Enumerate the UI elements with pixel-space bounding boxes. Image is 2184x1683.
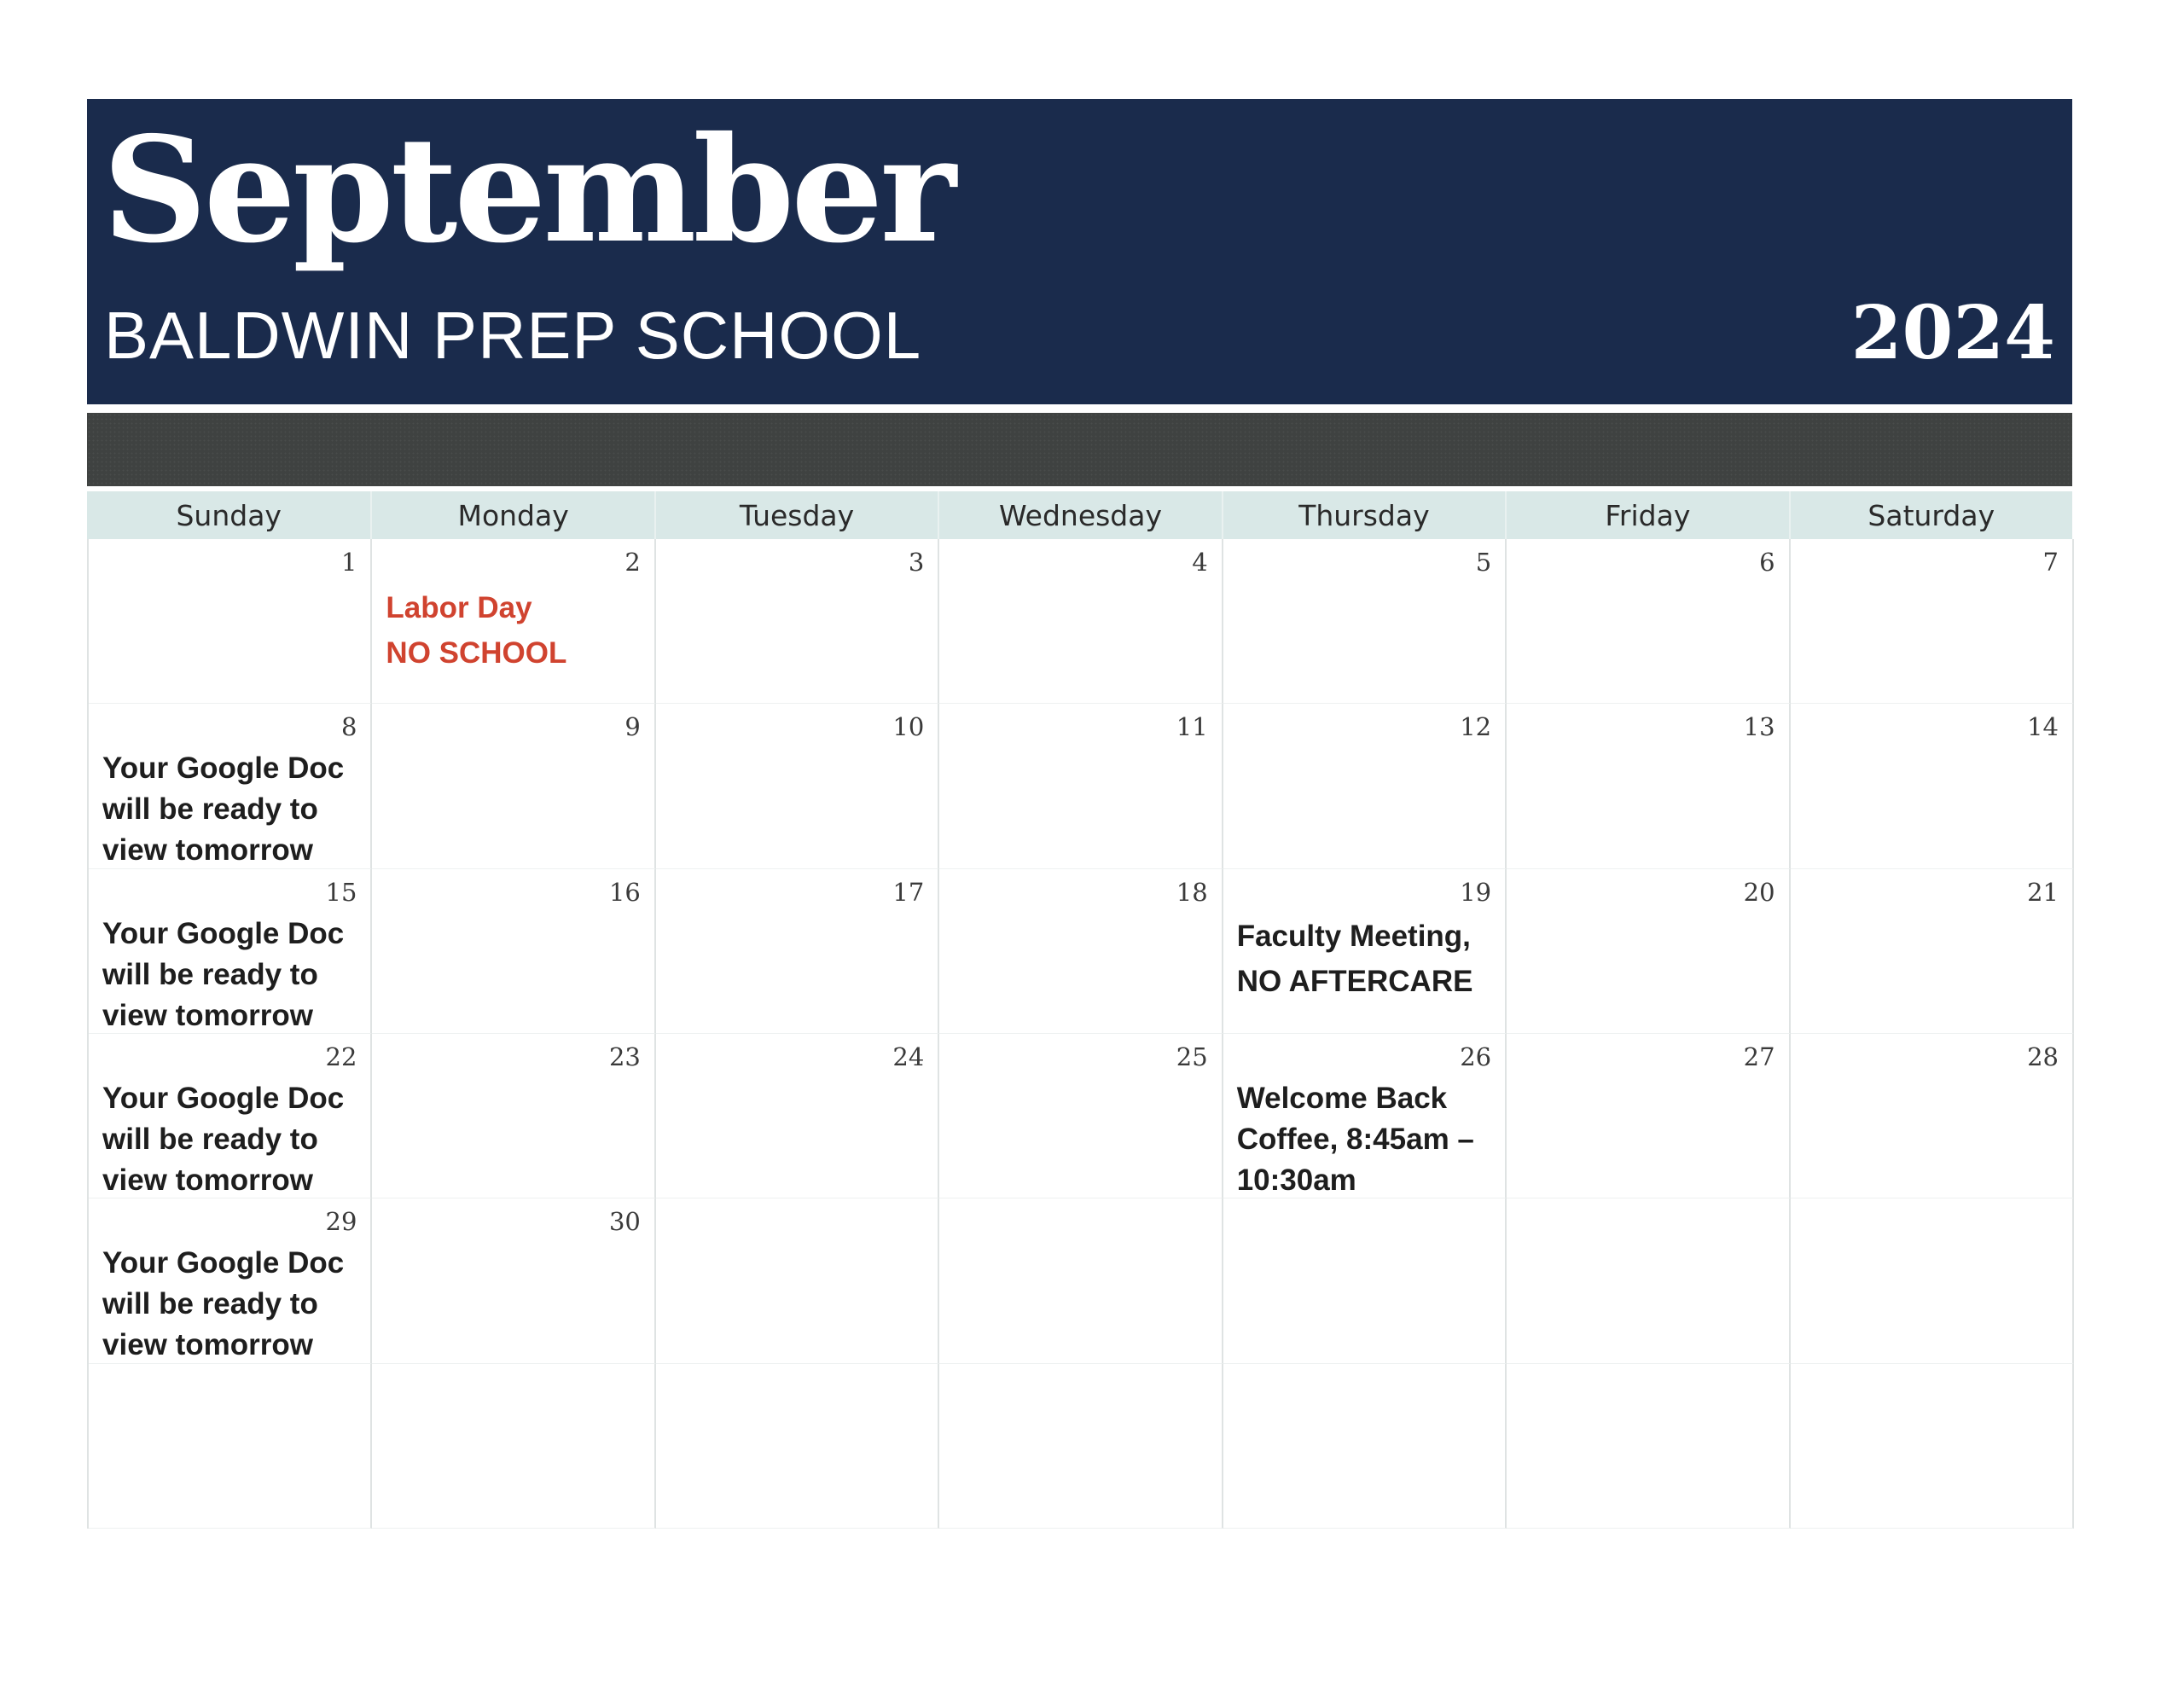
day-number: 28 [2027, 1042, 2059, 1071]
day-number: 7 [2042, 548, 2059, 577]
day-number: 15 [325, 877, 357, 907]
day-cell [656, 869, 939, 1034]
faculty-meeting-event: Faculty Meeting, NO AFTERCARE [1236, 919, 1473, 998]
day-cell [89, 539, 372, 704]
day-number: 6 [1759, 548, 1775, 577]
day-cell [1223, 1364, 1507, 1529]
day-number: 5 [1475, 548, 1492, 577]
day-cell [1507, 704, 1790, 868]
day-cell [1223, 704, 1507, 868]
day-cell [656, 704, 939, 868]
day-cell [1507, 1034, 1790, 1198]
day-number: 4 [1192, 548, 1208, 577]
day-cell [656, 1364, 939, 1529]
calendar-header [87, 99, 2072, 404]
day-cell [656, 539, 939, 704]
weekday-header-row [87, 491, 2072, 539]
day-cell [372, 704, 655, 868]
day-cell [1223, 1198, 1507, 1363]
day-number: 26 [1460, 1042, 1492, 1071]
day-cell [1791, 869, 2074, 1034]
weekday-friday: Friday [1505, 491, 1788, 539]
day-number: 2 [624, 548, 641, 577]
day-cell [939, 1364, 1223, 1529]
day-cell [1507, 869, 1790, 1034]
holiday-event: Labor Day NO SCHOOL [386, 591, 567, 670]
calendar-grid [87, 539, 2074, 1529]
day-cell [939, 1034, 1223, 1198]
google-doc-event: Your Google Doc will be ready to view tomorrow [102, 1081, 345, 1197]
day-number: 9 [624, 712, 641, 742]
day-cell [372, 1364, 655, 1529]
day-number: 27 [1743, 1042, 1775, 1071]
day-cell [372, 539, 655, 704]
day-cell [89, 1034, 372, 1198]
weekday-tuesday: Tuesday [654, 491, 938, 539]
day-cell [939, 704, 1223, 868]
day-cell [1223, 1034, 1507, 1198]
day-cell [89, 704, 372, 868]
day-cell [1223, 869, 1507, 1034]
day-number: 3 [908, 548, 925, 577]
day-cell [939, 539, 1223, 704]
day-number: 18 [1176, 877, 1208, 907]
day-cell [1791, 1034, 2074, 1198]
school-name: BALDWIN PREP SCHOOL [104, 298, 922, 373]
day-number: 10 [892, 712, 925, 742]
day-cell [1507, 1364, 1790, 1529]
day-cell [656, 1034, 939, 1198]
day-cell [1791, 1198, 2074, 1363]
day-cell [89, 1364, 372, 1529]
day-cell [372, 1198, 655, 1363]
weekday-thursday: Thursday [1222, 491, 1505, 539]
day-number: 21 [2027, 877, 2059, 907]
day-number: 30 [608, 1207, 641, 1237]
day-number: 8 [340, 712, 357, 742]
day-cell [372, 869, 655, 1034]
day-number: 19 [1460, 877, 1492, 907]
day-number: 11 [1176, 712, 1208, 742]
decorative-band [87, 413, 2072, 486]
year-label: 2024 [1850, 290, 2055, 376]
weekday-saturday: Saturday [1789, 491, 2072, 539]
month-title: September [102, 105, 953, 276]
day-cell [939, 1198, 1223, 1363]
day-cell [1791, 539, 2074, 704]
weekday-sunday: Sunday [176, 498, 282, 532]
weekday-wednesday: Wednesday [938, 491, 1221, 539]
day-number: 16 [608, 877, 641, 907]
weekday-monday: Monday [370, 491, 653, 539]
day-number: 14 [2027, 712, 2059, 742]
day-number: 17 [892, 877, 925, 907]
day-number: 25 [1176, 1042, 1208, 1071]
day-cell [89, 869, 372, 1034]
day-number: 12 [1460, 712, 1492, 742]
day-cell [1791, 704, 2074, 868]
day-cell [1223, 539, 1507, 704]
day-cell [1507, 1198, 1790, 1363]
google-doc-event: Your Google Doc will be ready to view tomorrow [102, 1246, 345, 1362]
day-cell [1791, 1364, 2074, 1529]
day-number: 22 [325, 1042, 357, 1071]
google-doc-event: Your Google Doc will be ready to view tomorrow [102, 752, 345, 868]
welcome-back-event: Welcome Back Coffee, 8:45am – 10:30am [1236, 1081, 1474, 1197]
day-cell [1507, 539, 1790, 704]
day-cell [372, 1034, 655, 1198]
google-doc-event: Your Google Doc will be ready to view tomorrow [102, 916, 345, 1032]
day-number: 23 [608, 1042, 641, 1071]
day-number: 20 [1743, 877, 1775, 907]
day-number: 13 [1743, 712, 1775, 742]
day-number: 1 [340, 548, 357, 577]
day-number: 24 [892, 1042, 925, 1071]
day-number: 29 [325, 1207, 357, 1237]
day-cell [89, 1198, 372, 1363]
day-cell [939, 869, 1223, 1034]
day-cell [656, 1198, 939, 1363]
